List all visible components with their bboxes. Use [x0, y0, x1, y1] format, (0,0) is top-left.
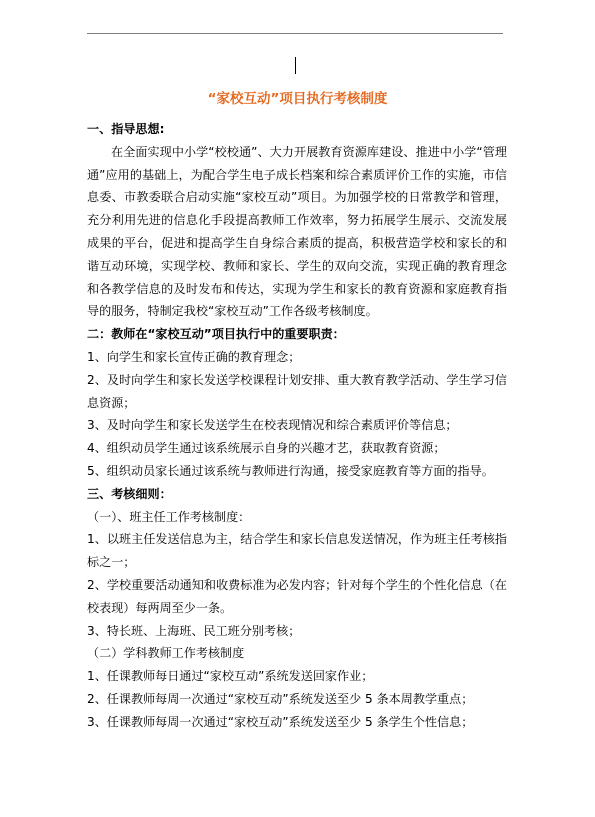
document-title: “家校互动”项目执行考核制度 [207, 91, 388, 107]
section1-paragraph: 在全面实现中小学“校校通”、大力开展教育资源库建设、推进中小学“管理通”应用的基础上，为配合学生电子成长档案和综合素质评价工作的实施，市信息委、市教委联合启动实施“家校互动”项目。为加强学校的日常教学和管理，充分利用先进的信息化手段提高教师工作效率，努力拓展学生展示、交流发展成果的平台，促进和提高学生自身综合素质的提高，积极营造学校和家长的和谐互动环境，实现学校、教师和家长、学生的双向交流，实现正确的教育理念和各教学信息的及时发布和传达，实现为学生和家长的教育资源和家庭教育指导的服务，特制定我校“家校互动”工作各级考核制度。 [87, 144, 507, 319]
subsection2-item: 3、任课教师每周一次通过“家校互动”系统发送至少 5 条学生个性信息； [87, 714, 474, 729]
section2-item: 1、向学生和家长宣传正确的教育理念； [87, 349, 301, 364]
subsection2-item: 2、任课教师每周一次通过“家校互动”系统发送至少 5 条本周教学重点； [87, 691, 474, 706]
subsection1-item: 3、特长班、上海班、民工班分别考核； [87, 623, 301, 638]
text-cursor [295, 57, 296, 74]
section2-item: 5、组织动员家长通过该系统与教师进行沟通，接受家庭教育等方面的指导。 [87, 463, 494, 478]
subsection1-item: 2、学校重要活动通知和收费标准为必发内容；针对每个学生的个性化信息（在校表现）每两周至少一条。 [87, 577, 507, 615]
document-body [87, 118, 507, 734]
section2-item: 2、及时向学生和家长发送学校课程计划安排、重大教育教学活动、学生学习信息资源； [87, 372, 507, 410]
subsection2-heading: （二）学科教师工作考核制度 [87, 646, 245, 661]
section3-heading: 三、考核细则： [87, 486, 172, 501]
section2-item: 4、组织动员学生通过该系统展示自身的兴趣才艺，获取教育资源； [87, 441, 446, 456]
subsection1-heading: （一）、班主任工作考核制度： [87, 509, 251, 524]
section2-heading: 二：教师在“家校互动”项目执行中的重要职责： [87, 327, 345, 342]
header-rule [87, 33, 503, 34]
subsection2-item: 1、任课教师每日通过“家校互动”系统发送回家作业； [87, 669, 374, 684]
subsection1-item: 1、以班主任发送信息为主，结合学生和家长信息发送情况，作为班主任考核指标之一； [87, 532, 507, 570]
section1-heading: 一、指导思想: [87, 122, 165, 136]
section2-item: 3、及时向学生和家长发送学生在校表现情况和综合素质评价等信息； [87, 418, 458, 433]
